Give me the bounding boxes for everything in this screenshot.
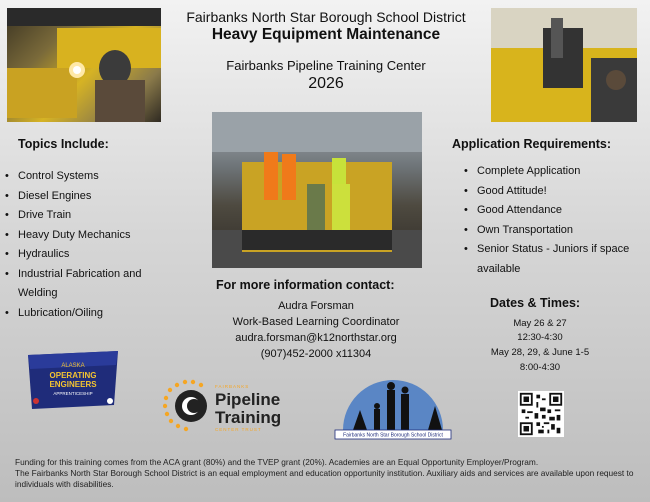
contact-name: Audra Forsman (278, 300, 354, 312)
list-item: • Hydraulics (5, 245, 165, 265)
training-center: Fairbanks Pipeline Training Center (226, 58, 426, 73)
funding-disclaimer (15, 457, 640, 490)
funding-line: The Fairbanks North Star Borough School District is an equal employment and education opportunity institution. Auxiliary aids and services are available upon request to individuals with disabilities. (15, 468, 634, 489)
list-item: • Control Systems (5, 167, 165, 187)
oe-sub-text: APPRENTICESHIP (53, 391, 93, 396)
dates-line: May 28, 29, & June 1-5 (490, 347, 590, 358)
fnsb-caption: Fairbanks North Star Borough School District (343, 432, 443, 439)
dates-line: 12:30-4:30 (517, 332, 563, 343)
list-item: • Good Attitude! (464, 182, 634, 202)
list-item: • Heavy Duty Mechanics (5, 226, 165, 246)
list-item: • Lubrication/Oiling (5, 304, 165, 324)
qr-code[interactable] (518, 391, 564, 437)
list-item: • Senior Status - Juniors if space available (464, 240, 634, 279)
fnsb-school-district-logo (333, 376, 453, 440)
list-item: • Diesel Engines (5, 187, 165, 207)
engine-photo (491, 8, 637, 122)
group-photo (212, 112, 422, 268)
contact-heading: For more information contact: (216, 278, 395, 292)
list-item: • Good Attendance (464, 201, 634, 221)
dates-heading: Dates & Times: (490, 296, 581, 310)
district-name: Fairbanks North Star Borough School District (186, 9, 466, 25)
topics-heading: Topics Include: (18, 137, 109, 151)
operating-engineers-logo (26, 351, 120, 409)
dates-line: May 26 & 27 (513, 318, 567, 329)
requirements-heading: Application Requirements: (452, 137, 612, 151)
program-title: Heavy Equipment Maintenance (211, 26, 441, 43)
requirements-list (464, 162, 634, 279)
list-item: • Drive Train (5, 206, 165, 226)
pt-line1: Pipeline (215, 390, 281, 409)
oe-top-text: ALASKA (61, 363, 85, 369)
pipeline-training-logo (163, 378, 303, 432)
pt-bottom-text: CENTER TRUST (215, 427, 262, 432)
list-item: • Own Transportation (464, 221, 634, 241)
welding-photo (7, 8, 161, 122)
svg-text:ENGINEERS: ENGINEERS (49, 380, 97, 389)
pt-line2: Training (215, 408, 282, 427)
pt-top-text: FAIRBANKS (215, 384, 250, 389)
dates-line: 8:00-4:30 (519, 362, 561, 373)
list-item: • Industrial Fabrication and Welding (5, 265, 165, 304)
svg-text:OPERATING: OPERATING (49, 371, 97, 380)
contact-role: Work-Based Learning Coordinator (232, 316, 400, 328)
topics-list (5, 167, 165, 323)
program-year: 2026 (308, 75, 344, 92)
contact-phone[interactable]: (907)452-2000 x11304 (260, 348, 372, 360)
contact-email[interactable]: audra.forsman@k12northstar.org (235, 332, 397, 344)
funding-line: Funding for this training comes from the ACA grant (80%) and the TVEP grant (20%). Academies are an Equal Opportunity Employer/Program. (15, 457, 539, 467)
list-item: • Complete Application (464, 162, 634, 182)
